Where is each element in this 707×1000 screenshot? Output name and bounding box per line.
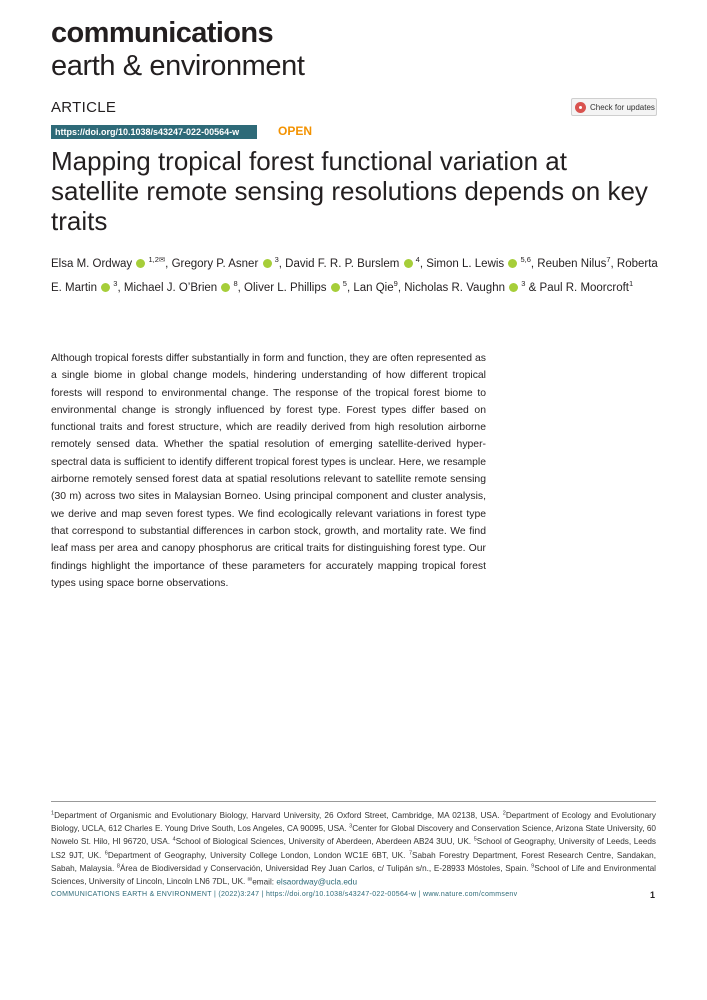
author-affiliation-marker: 5 [340,278,347,288]
author-name[interactable]: Paul R. Moorcroft [539,281,630,294]
affiliation-number: 1 [51,810,55,816]
journal-brand-line1: communications [51,17,274,49]
author-affiliation-marker: 3 [272,255,279,264]
affiliation-number: 4 [172,836,176,843]
author-affiliation-marker: 7 [606,255,611,264]
author-affiliation-marker: 3 [111,278,118,288]
affiliation-text: Department of Organismic and Evolutionary Biology, Harvard University, 26 Oxford Street, Cambridge, MA 02138, USA. [54,810,500,820]
author-affiliation-marker: 5,6 [518,255,531,264]
author-name[interactable]: Simon L. Lewis [426,257,505,270]
check-for-updates-label: Check for updates [590,102,655,112]
affiliation-text: Sabah Forestry Department, Forest Research Centre, Sandakan, Sabah, Malaysia. [51,850,657,874]
abstract: Although tropical forests differ substantially in form and function, they are often represented as a single biome in global change models, hindering understanding of how different tropical forests will respond to environmental change. The response of the tropical forest biome to environmental change is strongly influenced by forest type. Forest types differ based on functional traits and forest structure, which are readily derived from high resolution airborne remotely sensed data. Whether the spatial resolution of emerging satellite-derived hyper-spectral data is sufficient to identify different tropical forest types is unclear. Here, we resample airborne remotely sensed forest data at spatial resolutions relevant to satellite remote sensing (30 m) across two sites in Malaysian Borneo. Using principal component and cluster analysis, we derive and map seven forest types. We find ecologically relevant variations in forest type that correspond to substantial differences in carbon stock, growth, and mortality rate. We find leaf mass per area and canopy phosphorus are critical traits for distinguishing forest type. Our findings highlight the importance of these parameters for accurately mapping tropical forest types using space borne observations. [51,353,486,589]
author-name[interactable]: Elsa M. Ordway [51,257,133,270]
orcid-icon[interactable] [508,259,517,268]
author-name[interactable]: David F. R. P. Burslem [285,257,400,270]
affiliation-text: School of Biological Sciences, University of Aberdeen, Aberdeen AB24 3UU, UK. [175,837,472,847]
author-affiliation-marker: 4 [413,255,420,264]
author-affiliation-marker: 8 [231,278,238,288]
author-name[interactable]: Gregory P. Asner [171,257,259,270]
affiliation-text: Department of Ecology and Evolutionary Biology, UCLA, 612 Charles E. Young Drive South, Los Angeles, CA 90095, USA. [51,810,656,834]
author-name[interactable]: Roberta E. Martin [51,257,658,294]
author-affiliation-marker: 1,2✉ [146,255,166,264]
page-footer [51,891,656,898]
affiliation-number: 2 [502,810,506,816]
orcid-icon[interactable] [101,283,110,292]
check-for-updates-button[interactable] [571,98,657,116]
orcid-icon[interactable] [136,259,145,268]
author-name[interactable]: Oliver L. Phillips [244,281,327,294]
email-link[interactable]: elsaordway@ucla.edu [276,877,358,887]
author-affiliation-marker: 9 [393,278,398,288]
author-name[interactable]: Reuben Nilus [537,257,607,270]
page-number: 1 [650,890,656,900]
author-name[interactable]: Lan Qie [353,281,394,294]
affiliation-text: School of Life and Environmental Sciences, University of Lincoln, Lincoln LN6 7DL, UK. [51,864,656,887]
affiliation-number: 7 [408,849,412,856]
email-label: email: [252,877,277,887]
author-affiliation-marker: 1 [629,278,634,288]
article-title: Mapping tropical forest functional variation at satellite remote sensing resolutions depends on key traits [51,146,648,236]
affiliation-number: 5 [473,836,477,843]
author-affiliation-marker: 3 [519,278,526,288]
affiliation-text: Área de Biodiversidad y Conservación, Universidad Rey Juan Carlos, c/ Tulipán s/n., E-28933 Móstoles, Spain. [119,864,529,874]
footer-journal: COMMUNICATIONS EARTH & ENVIRONMENT [51,891,212,898]
affiliation-number: 9 [531,863,535,870]
open-access-label: OPEN [278,124,313,138]
orcid-icon[interactable] [404,259,413,268]
author-list: Elsa M. Ordway $^{1,2✉}$, Gregory P. Asner $^3$, David F. R. P. Burslem $^4$, Simon L. Lewis $^{5,6}$, Reuben Nilus$^7$, Roberta E. Martin $^3$, Michael J. O’Brien $^8$, Oliver L. Phillips $^5$, Lan Qie$^9$, Nicholas R. Vaughn $^3$ & Paul R. Moorcroft$^1$ [51,255,658,294]
author-name[interactable]: Michael J. O’Brien [123,281,218,294]
affiliation-text: Center for Global Discovery and Conservation Science, Arizona State University, 60 Nowelo St. Hilo, HI 96720, USA. [51,824,656,847]
journal-brand-line2: earth & environment [51,50,305,82]
orcid-icon[interactable] [331,283,340,292]
affiliation-text: Department of Geography, University College London, London WC1E 6BT, UK. [107,850,406,860]
affiliation-text: School of Geography, University of Leeds, Leeds LS2 9JT, UK. [51,837,657,860]
doi-link[interactable]: https://doi.org/10.1038/s43247-022-00564-w [51,125,257,139]
orcid-icon[interactable] [221,283,230,292]
email-icon: ✉ [247,876,253,883]
affiliations [51,808,656,888]
orcid-icon[interactable] [263,259,272,268]
crossmark-icon [575,102,586,113]
affiliation-number: 6 [104,849,108,856]
affiliation-number: 3 [349,823,353,830]
footer-citation: | (2022)3:247 | https://doi.org/10.1038/s43247-022-00564-w | www.nature.com/commsenv [211,891,518,898]
section-label: ARTICLE [51,99,117,116]
footnote-divider [51,801,656,802]
orcid-icon[interactable] [509,283,518,292]
author-name[interactable]: Nicholas R. Vaughn [404,281,505,294]
affiliation-number: 8 [116,863,120,870]
